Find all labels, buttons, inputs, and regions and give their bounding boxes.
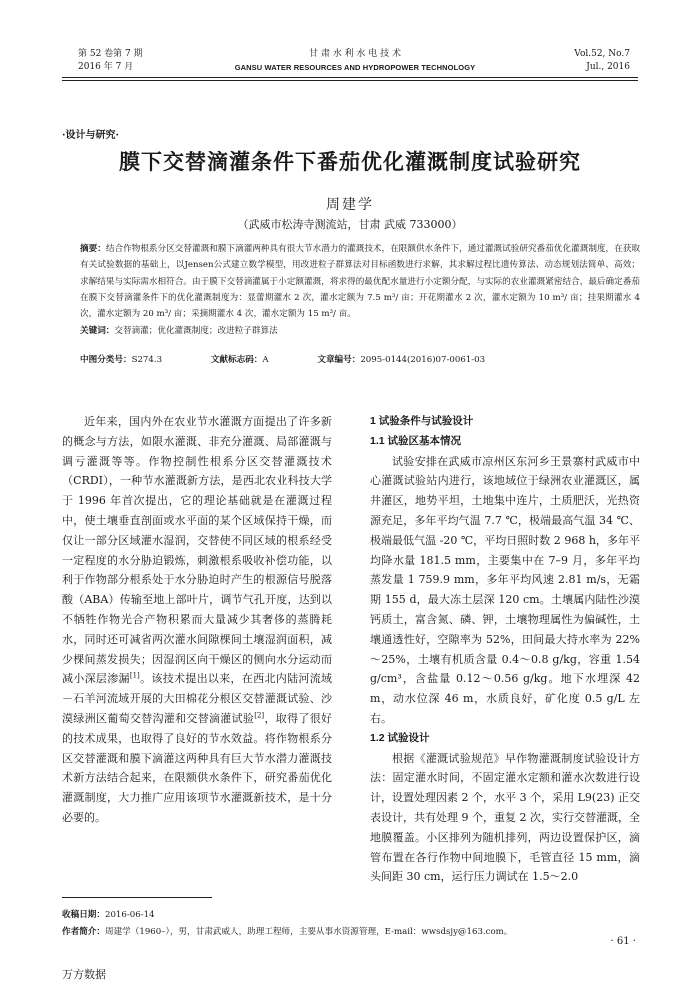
abstract-label: 摘要： [80, 243, 106, 253]
keywords-text: 交替滴灌；优化灌溉制度；改进粒子群算法 [114, 326, 278, 337]
header-rule [62, 77, 638, 78]
citation-ref-1[interactable]: [1] [129, 671, 140, 680]
paper-title: 膜下交替滴灌条件下番茄优化灌溉制度试验研究 [119, 149, 581, 174]
left-column [62, 412, 332, 828]
abstract-text: 结合作物根系分区交替灌溉和膜下滴灌两种具有很大节水潜力的灌溉技术，在限额供水条件下，通过灌溉试验研究番茄优化灌溉制度，在获取有关试验数据的基础上，以Jensen公式建立数学模型，用改进粒子群算法对目标函数进行求解，其求解过程比遗传算法、动态规划法简单、高效；求解结果与实际需水相符合。由于膜下交替滴灌属于小定额灌溉，将求得的最优配水量进行小定额分配，与实际的农业灌溉紧密结合，最后确定番茄在膜下交替滴灌条件下的优化灌溉制度为：显蕾期灌水 2 次，灌水定额为 7.5 m³/ 亩；开花期灌水 2 次，灌水定额为 10 m³/ 亩；挂果期灌水 4 次，灌水定额为 20 m³/ 亩；采摘期灌水 4 次，灌水定额为 15 m³/ 亩。 [80, 244, 640, 320]
section-heading-1: 1 试验条件与试验设计 [370, 415, 474, 427]
section-tag: ·设计与研究· [62, 130, 119, 141]
affiliation: （武威市松涛寺测流站，甘肃 武威 733000） [237, 218, 463, 231]
header-rule-2 [62, 80, 638, 81]
footnote-block [62, 906, 652, 940]
journal-volume-en [520, 48, 630, 74]
citation-ref-2[interactable]: [2] [254, 711, 265, 720]
date-en-text: Jul., 2016 [586, 62, 630, 72]
section-heading-1-2: 1.2 试验设计 [370, 731, 430, 744]
design-paragraph: 根据《灌溉试验规范》早作物灌溉制度试验设计方法：固定灌水时间，不固定灌水定额和灌水次数进行设计，设置处理因素 2 个，水平 3 个，采用 L9(23) 正交表设计，共有处理 9 个，重复 2 次，实行交替灌溉，全地膜覆盖。小区排列为随机排列，两边设置保护区，滴管布置在各行作物中间地膜下，毛管直径 15 mm，滴头间距 30 cm，运行压力调试在 1.5～2.0 [370, 751, 640, 884]
classification-row [80, 352, 640, 367]
section-heading-1-1: 1.1 试验区基本情况 [370, 434, 462, 447]
journal-volume-issue [78, 48, 198, 74]
publication-date: 2016 年 7 月 [78, 62, 134, 72]
author-name: 周建学 [326, 197, 374, 213]
received-date: 收稿日期：2016-06-14 [62, 909, 155, 920]
intro-paragraph: 近年来，国内外在农业节水灌溉方面提出了许多新的概念与方法，如限水灌溉、非充分灌溉、局部灌溉与调亏灌溉等等。作物控制性根系分区交替灌溉技术（CRDI），一种节水灌溉新方法，是西北农业科技大学于 1996 年首次提出，它的理论基础就是在灌溉过程中，使土壤垂直剖面或水平面的某个区域保持干燥，而仅让一部分区域灌水湿润，交替使不同区域的根系经受一定程度的水分胁迫锻炼，刺激根系吸收补偿功能，以利于作物部分根系处于水分胁迫时产生的根源信号脱落酸（ABA）传输至地上部叶片，调节气孔开度，达到以不牺牲作物光合产物积累而大量减少其奢侈的蒸腾耗水，同时还可减省两次灌水间隙棵间土壤湿润面积，减少棵间蒸发损失；因湿润区向干燥区的侧向水分运动而减小深层渗漏[1]。该技术提出以来，在西北内陆河流域－石羊河流域开展的大田棉花分根区交替灌溉试验、沙漠绿洲区葡萄交替沟灌和交替滴灌试验[2]，取得了很好的技术成果，也取得了良好的节水效益。将作物根系分区交替灌溉和膜下滴灌这两种具有巨大节水潜力灌溉技术新方法结合起来，在限额供水条件下，研究番茄优化灌溉制度，大力推广应用该项节水灌溉新技术，是十分必要的。 [62, 415, 333, 824]
journal-name [210, 48, 500, 74]
abstract-block [80, 240, 640, 340]
journal-name-en: GANSU WATER RESOURCES AND HYDROPOWER TECHNOLOGY [234, 63, 476, 72]
page-number: · 61 · [610, 936, 636, 947]
volume-en-text: Vol.52, No.7 [574, 49, 630, 59]
clc-number: 中图分类号：S274.3 [80, 354, 163, 365]
wanfang-watermark: 万方数据 [62, 969, 106, 981]
site-conditions-paragraph: 试验安排在武威市凉州区东河乡王景寨村武威市中心灌溉试验站内进行，该地域位于绿洲农业灌溉区，属井灌区，地势平坦，土地集中连片，土质肥沃，光热资源充足，多年平均气温 7.7 ℃，极端最高气温 34 ℃、极端最低气温 -20 ℃，平均日照时数 2 968 h，多年平均降水量 181.5 mm，主要集中在 7–9 月，多年平均蒸发量 1 759.9 mm，多年平均风速 2.81 m/s，无霜期 155 d，最大冻土层深 120 cm。土壤属内陆性沙漠钙质土，富含氮、磷、钾，土壤物理属性为偏碱性，土壤通透性好，空隙率为 52%，田间最大持水率为 22%～25%，土壤有机质含量 0.4～0.8 g/kg，容重 1.54 g/cm³，含盐量 0.12～0.56 g/kg。地下水埋深 42 m，动水位深 46 m，水质良好，矿化度 0.5 g/L 左右。 [370, 454, 640, 725]
keywords-label: 关键词： [80, 325, 115, 336]
footnote-rule [62, 897, 212, 898]
article-number: 文章编号：2095-0144(2016)07-0061-03 [317, 354, 486, 365]
journal-name-cn: 甘 肃 水 利 水 电 技 术 [308, 49, 402, 59]
right-column [370, 412, 640, 887]
volume-issue-text: 第 52 卷第 7 期 [78, 49, 143, 59]
document-code: 文献标志码：A [210, 354, 269, 365]
author-bio: 作者简介：周建学（1960–），男，甘肃武威人，助理工程师，主要从事水资源管理，E-mail：wwsdsjy@163.com。 [62, 926, 513, 937]
